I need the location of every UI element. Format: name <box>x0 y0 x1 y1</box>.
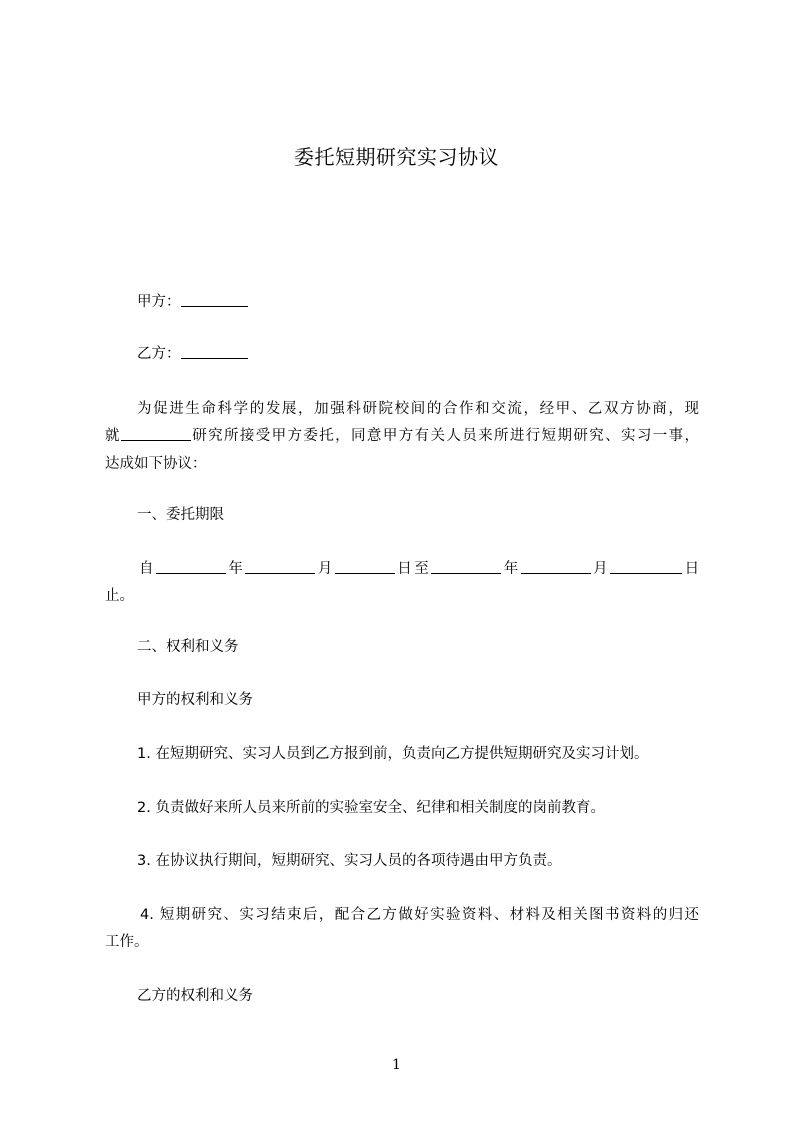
period-year-2: 年 <box>501 561 521 577</box>
period-month-1: 月 <box>315 561 335 577</box>
party-b-blank <box>181 344 248 359</box>
day-blank-1 <box>335 559 395 574</box>
month-blank-1 <box>245 559 315 574</box>
item-3: 3. 在协议执行期间，短期研究、实习人员的各项待遇由甲方负责。 <box>137 853 562 869</box>
section-1-heading: 一、委托期限 <box>137 507 224 523</box>
intro-line-2-suffix: 研究所接受甲方委托，同意甲方有关人员来所进行短期研究、实习一事， <box>190 428 700 444</box>
period-month-2: 月 <box>590 561 611 577</box>
party-b-line <box>137 343 248 365</box>
intro-line-1: 为促进生命科学的发展，加强科研院校间的合作和交流，经甲、乙双方协商，现 <box>137 401 699 417</box>
section-2-heading: 二、权利和义务 <box>137 639 239 655</box>
party-a-line <box>137 291 248 313</box>
institute-blank <box>121 426 191 441</box>
party-b-rights-heading: 乙方的权利和义务 <box>137 988 253 1004</box>
year-blank-1 <box>156 559 226 574</box>
party-a-label: 甲方： <box>137 294 181 310</box>
item-4-line-2: 工作。 <box>105 934 149 950</box>
party-b-label: 乙方： <box>137 346 181 362</box>
party-a-rights-heading: 甲方的权利和义务 <box>137 692 253 708</box>
intro-line-2-prefix: 就 <box>105 428 121 444</box>
period-line <box>139 558 699 580</box>
item-4-line-1: 4. 短期研究、实习结束后，配合乙方做好实验资料、材料及相关图书资料的归还 <box>140 907 699 923</box>
page-number: 1 <box>392 1057 401 1073</box>
item-2: 2. 负责做好来所人员来所前的实验室安全、纪律和相关制度的岗前教育。 <box>137 800 605 816</box>
item-1: 1. 在短期研究、实习人员到乙方报到前，负责向乙方提供短期研究及实习计划。 <box>137 746 649 762</box>
party-a-blank <box>181 292 248 307</box>
document-title: 委托短期研究实习协议 <box>294 145 499 169</box>
period-from: 自 <box>139 561 156 577</box>
period-year-1: 年 <box>225 561 246 577</box>
day-blank-2 <box>610 559 682 574</box>
period-end: 止。 <box>105 588 134 604</box>
intro-line-3: 达成如下协议： <box>105 456 207 472</box>
period-day-1-to: 日至 <box>394 561 432 577</box>
intro-line-2 <box>105 425 699 447</box>
period-day-2: 日 <box>682 561 700 577</box>
month-blank-2 <box>521 559 591 574</box>
year-blank-2 <box>431 559 501 574</box>
